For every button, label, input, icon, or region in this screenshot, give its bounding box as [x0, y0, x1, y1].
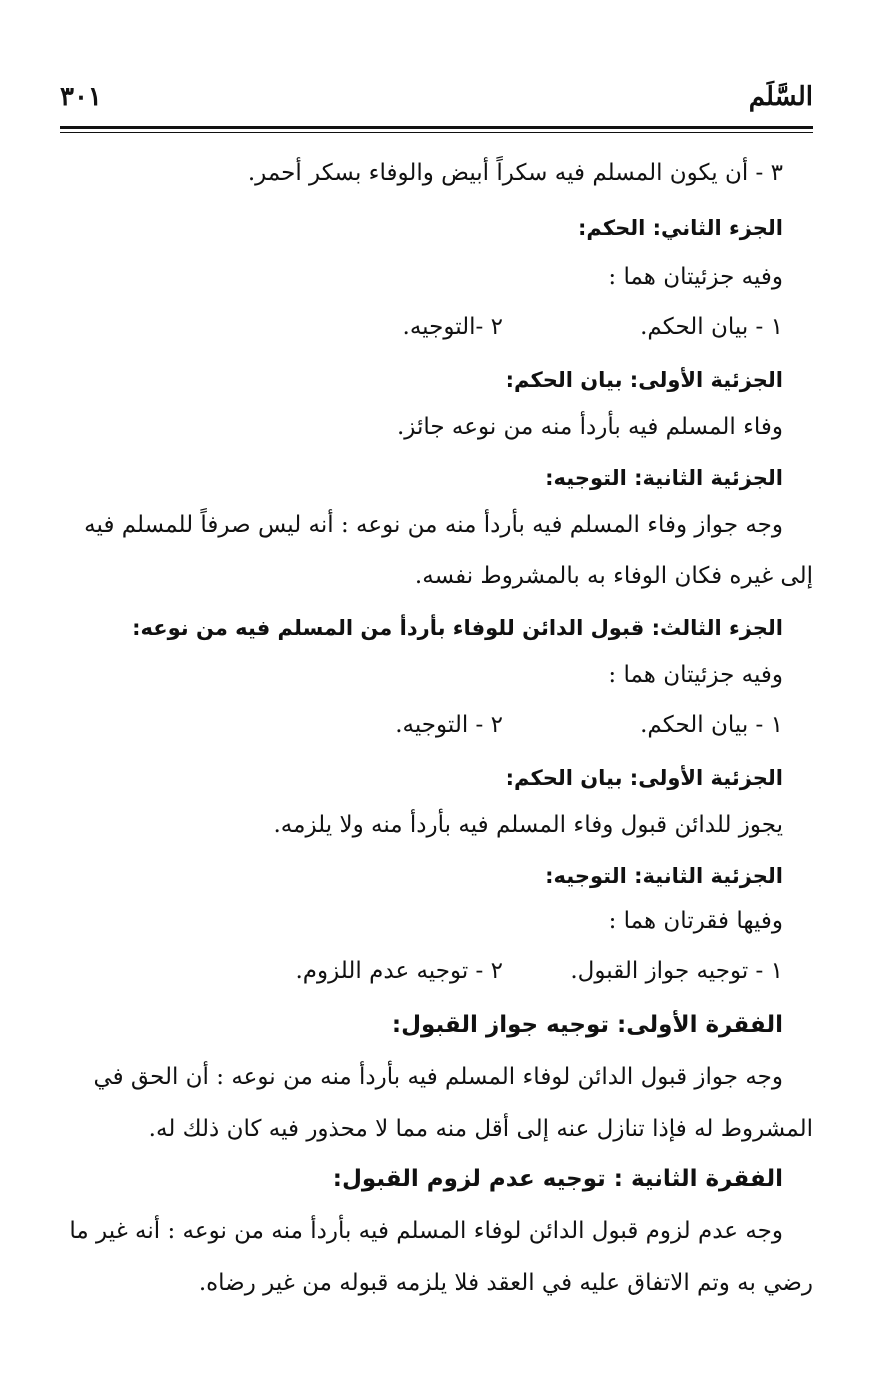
paragraph-intro: وفيها فقرتان هما :	[608, 908, 783, 934]
paragraph: وجه جواز وفاء المسلم فيه بأردأ منه من نوعه : أنه ليس صرفاً للمسلم فيه	[84, 512, 783, 538]
header-rule-thick	[60, 126, 813, 129]
paragraph: يجوز للدائن قبول وفاء المسلم فيه بأردأ منه ولا يلزمه.	[273, 812, 783, 838]
section-heading-part-2: الجزء الثاني: الحكم:	[577, 216, 783, 240]
list-item-2: ٢ - توجيه عدم اللزوم.	[295, 958, 503, 984]
header-rule-thin	[60, 132, 813, 133]
paragraph-intro: وفيه جزئيتان هما :	[608, 264, 783, 290]
running-title: السَّلَم	[748, 82, 813, 112]
page-header	[60, 82, 813, 122]
subsection-heading: الجزئية الأولى: بيان الحكم:	[505, 766, 783, 790]
list-item-2: ٢ - التوجيه.	[395, 712, 503, 738]
paragraph-continuation: رضي به وتم الاتفاق عليه في العقد فلا يلزمه قبوله من غير رضاه.	[198, 1270, 813, 1296]
list-item-1: ١ - بيان الحكم.	[640, 712, 783, 738]
subsection-heading: الجزئية الأولى: بيان الحكم:	[505, 368, 783, 392]
paragraph-heading: الفقرة الثانية : توجيه عدم لزوم القبول:	[332, 1166, 783, 1192]
paragraph-heading: الفقرة الأولى: توجيه جواز القبول:	[391, 1012, 783, 1038]
list-item-1: ١ - توجيه جواز القبول.	[570, 958, 783, 984]
paragraph: وفاء المسلم فيه بأردأ منه من نوعه جائز.	[396, 414, 783, 440]
subsection-heading: الجزئية الثانية: التوجيه:	[545, 466, 783, 490]
paragraph-intro: وفيه جزئيتان هما :	[608, 662, 783, 688]
subsection-heading: الجزئية الثانية: التوجيه:	[545, 864, 783, 888]
list-row	[60, 712, 783, 740]
paragraph: وجه جواز قبول الدائن لوفاء المسلم فيه بأردأ منه من نوعه : أن الحق في	[93, 1064, 783, 1090]
paragraph: وجه عدم لزوم قبول الدائن لوفاء المسلم فيه بأردأ منه من نوعه : أنه غير ما	[69, 1218, 783, 1244]
list-item-1: ١ - بيان الحكم.	[640, 314, 783, 340]
list-row	[60, 314, 783, 342]
paragraph-continuation: المشروط له فإذا تنازل عنه إلى أقل منه مما لا محذور فيه كان ذلك له.	[148, 1116, 813, 1142]
page-number: ٣٠١	[60, 82, 102, 112]
list-item-3: ٣ - أن يكون المسلم فيه سكراً أبيض والوفاء بسكر أحمر.	[247, 160, 783, 186]
paragraph-continuation: إلى غيره فكان الوفاء به بالمشروط نفسه.	[414, 563, 813, 589]
list-item-2: ٢ -التوجيه.	[402, 314, 503, 340]
section-heading-part-3: الجزء الثالث: قبول الدائن للوفاء بأردأ من المسلم فيه من نوعه:	[132, 616, 783, 640]
list-row	[60, 958, 783, 986]
